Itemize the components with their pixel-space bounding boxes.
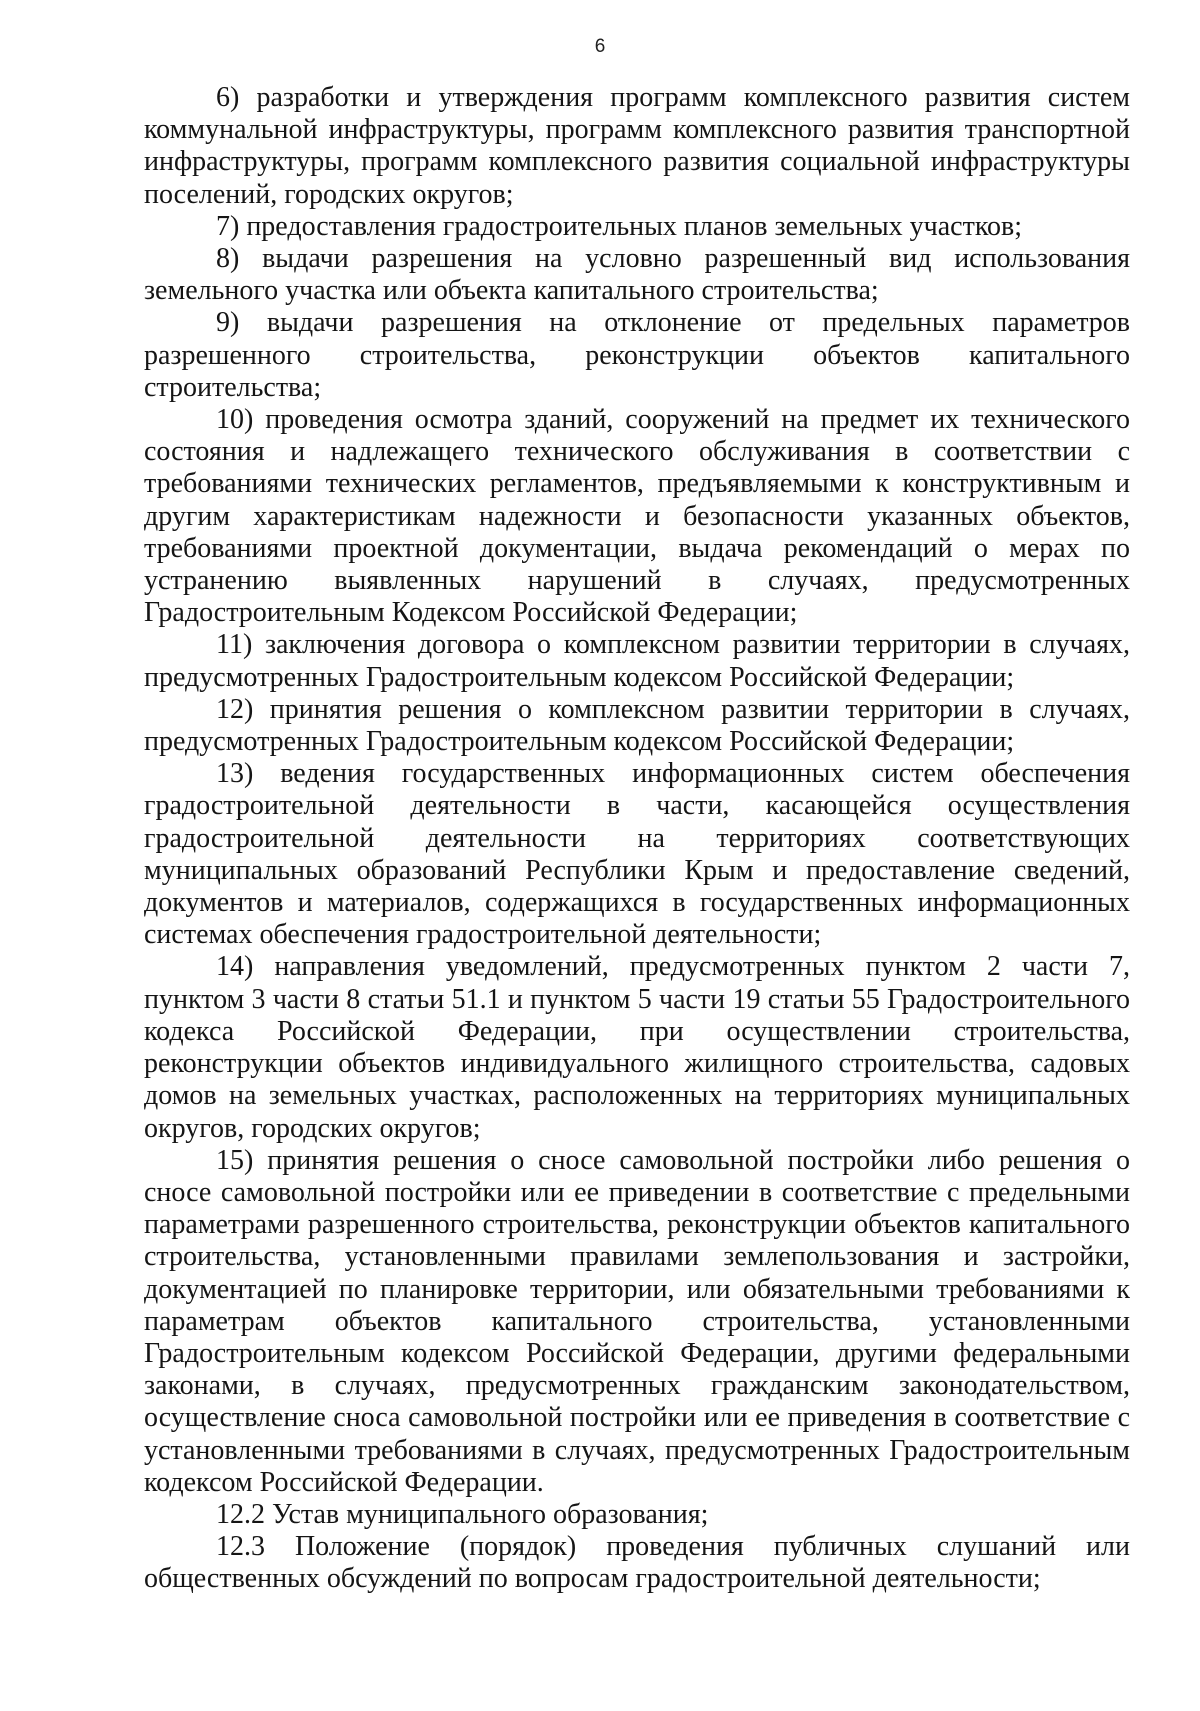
paragraph-section-12-3: 12.3 Положение (порядок) проведения публичных слушаний или общественных обсуждений по вопросам градостроительной деятельности; [144, 1531, 1130, 1595]
paragraph-item-8: 8) выдачи разрешения на условно разрешенный вид использования земельного участка или объекта капитального строительства; [144, 243, 1130, 307]
paragraph-section-12-2: 12.2 Устав муниципального образования; [216, 1498, 709, 1530]
paragraph-item-13: 13) ведения государственных информационных систем обеспечения градостроительной деятельности в части, касающейся осуществления градостроительной деятельности на территориях соответствующих муниципальных образований Республики Крым и предоставление сведений, документов и материалов, содержащихся в государственных информационных системах обеспечения градостроительной деятельности; [144, 758, 1130, 951]
paragraph-item-12: 12) принятия решения о комплексном развитии территории в случаях, предусмотренных Градостроительным кодексом Российской Федерации; [144, 693, 1130, 758]
paragraph-item-15: 15) принятия решения о сносе самовольной постройки либо решения о сносе самовольной постройки или ее приведении в соответствие с предельными параметрами разрешенного строительства, реконструкции объектов капитального строительства, установленными правилами землепользования и застройки, документацией по планировке территории, или обязательными требованиями к параметрам объектов капитального строительства, установленными Градостроительным кодексом Российской Федерации, другими федеральными законами, в случаях, предусмотренных гражданским законодательством, осуществление сноса самовольной постройки или ее приведения в соответствие с установленными требованиями в случаях, предусмотренных Градостроительным кодексом Российской Федерации. [144, 1144, 1130, 1498]
paragraph-item-7: 7) предоставления градостроительных планов земельных участков; [216, 210, 1023, 242]
page-number: 6 [594, 36, 606, 57]
paragraph-item-11: 11) заключения договора о комплексном развитии территории в случаях, предусмотренных Градостроительным кодексом Российской Федерации; [144, 629, 1130, 693]
paragraph-item-10: 10) проведения осмотра зданий, сооружений на предмет их технического состояния и надлежащего технического обслуживания в соответствии с требованиями технических регламентов, предъявляемыми к конструктивным и другим характеристикам надежности и безопасности указанных объектов, требованиями проектной документации, выдача рекомендаций о мерах по устранению выявленных нарушений в случаях, предусмотренных Градостроительным Кодексом Российской Федерации; [144, 404, 1130, 629]
paragraph-item-6: 6) разработки и утверждения программ комплексного развития систем коммунальной инфраструктуры, программ комплексного развития транспортной инфраструктуры, программ комплексного развития социальной инфраструктуры поселений, городских округов; [144, 82, 1130, 210]
document-body [144, 82, 1130, 1596]
paragraph-item-9: 9) выдачи разрешения на отклонение от предельных параметров разрешенного строительства, реконструкции объектов капитального строительства; [144, 307, 1130, 403]
paragraph-item-14: 14) направления уведомлений, предусмотренных пунктом 2 части 7, пунктом 3 части 8 статьи 51.1 и пунктом 5 части 19 статьи 55 Градостроительного кодекса Российской Федерации, при осуществлении строительства, реконструкции объектов индивидуального жилищного строительства, садовых домов на земельных участках, расположенных на территориях муниципальных округов, городских округов; [144, 951, 1130, 1144]
